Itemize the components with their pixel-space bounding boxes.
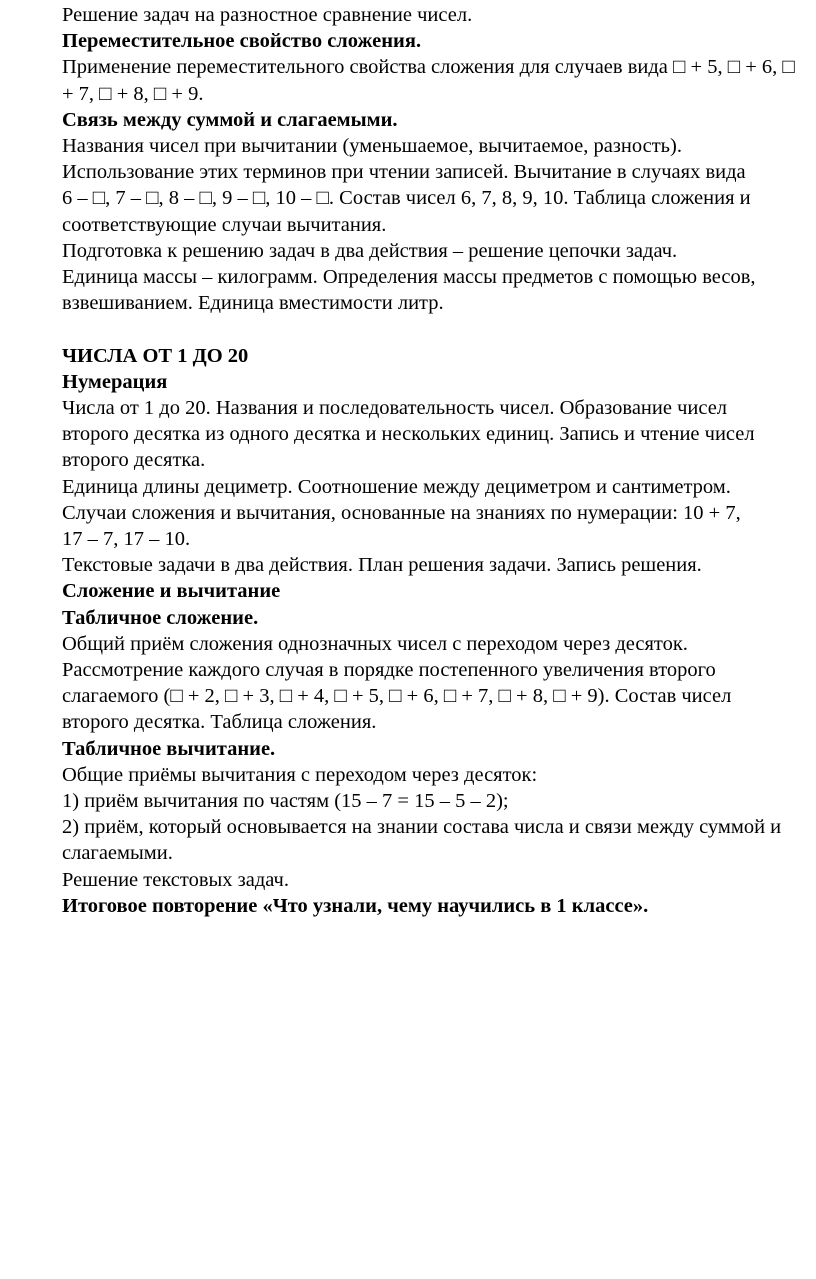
section-heading-table-addition: Табличное сложение. [62,606,259,629]
section-heading-commutative: Переместительное свойство сложения. [62,30,422,53]
section-heading-table-subtraction: Табличное вычитание. [62,737,276,760]
final-review-heading: Итоговое повторение «Что узнали, чему научились в 1 классе». [62,894,649,917]
text-line: Общие приёмы вычитания с переходом через десяток: [62,763,538,786]
section-heading-sum-addends: Связь между суммой и слагаемыми. [62,108,398,131]
text-line: Решение текстовых задач. [62,868,289,891]
text-line: второго десятка. Таблица сложения. [62,711,377,734]
document-page [62,2,812,919]
list-item: 2) приём, который основывается на знании состава числа и связи между суммой и [62,816,782,839]
text-line: 17 – 7, 17 – 10. [62,528,191,551]
text-line: Текстовые задачи в два действия. План решения задачи. Запись решения. [62,554,702,577]
text-line: Названия чисел при вычитании (уменьшаемое, вычитаемое, разность). [62,135,682,158]
section-heading-numeration: Нумерация [62,370,168,393]
text-line: Числа от 1 до 20. Названия и последовательность чисел. Образование чисел [62,397,728,420]
text-line: Случаи сложения и вычитания, основанные на знаниях по нумерации: 10 + 7, [62,501,741,524]
text-line: слагаемыми. [62,842,173,865]
section-heading-add-subtract: Сложение и вычитание [62,580,281,603]
text-line: + 7, □ + 8, □ + 9. [62,82,204,105]
text-line: слагаемого (□ + 2, □ + 3, □ + 4, □ + 5, □ + 6, □ + 7, □ + 8, □ + 9). Состав чисел [62,685,732,708]
text-line: соответствующие случаи вычитания. [62,213,387,236]
text-line: Единица массы – килограмм. Определения массы предметов с помощью весов, [62,266,756,289]
text-line: Единица длины дециметр. Соотношение между дециметром и сантиметром. [62,475,731,498]
text-line: Использование этих терминов при чтении записей. Вычитание в случаях вида [62,161,746,184]
text-line: второго десятка. [62,449,206,472]
text-line: Применение переместительного свойства сложения для случаев вида □ + 5, □ + 6, □ [62,56,795,79]
chapter-heading: ЧИСЛА ОТ 1 ДО 20 [62,344,249,367]
text-line: Решение задач на разностное сравнение чисел. [62,4,473,26]
text-line: Подготовка к решению задач в два действия – решение цепочки задач. [62,239,678,262]
text-line: Рассмотрение каждого случая в порядке постепенного увеличения второго [62,659,716,682]
spacer [62,316,812,342]
text-line: второго десятка из одного десятка и нескольких единиц. Запись и чтение чисел [62,423,755,446]
text-line: 6 – □, 7 – □, 8 – □, 9 – □, 10 – □. Состав чисел 6, 7, 8, 9, 10. Таблица сложения и [62,187,751,210]
text-line: взвешиванием. Единица вместимости литр. [62,292,444,315]
list-item: 1) приём вычитания по частям (15 – 7 = 15 – 5 – 2); [62,790,509,813]
text-line: Общий приём сложения однозначных чисел с переходом через десяток. [62,632,688,655]
